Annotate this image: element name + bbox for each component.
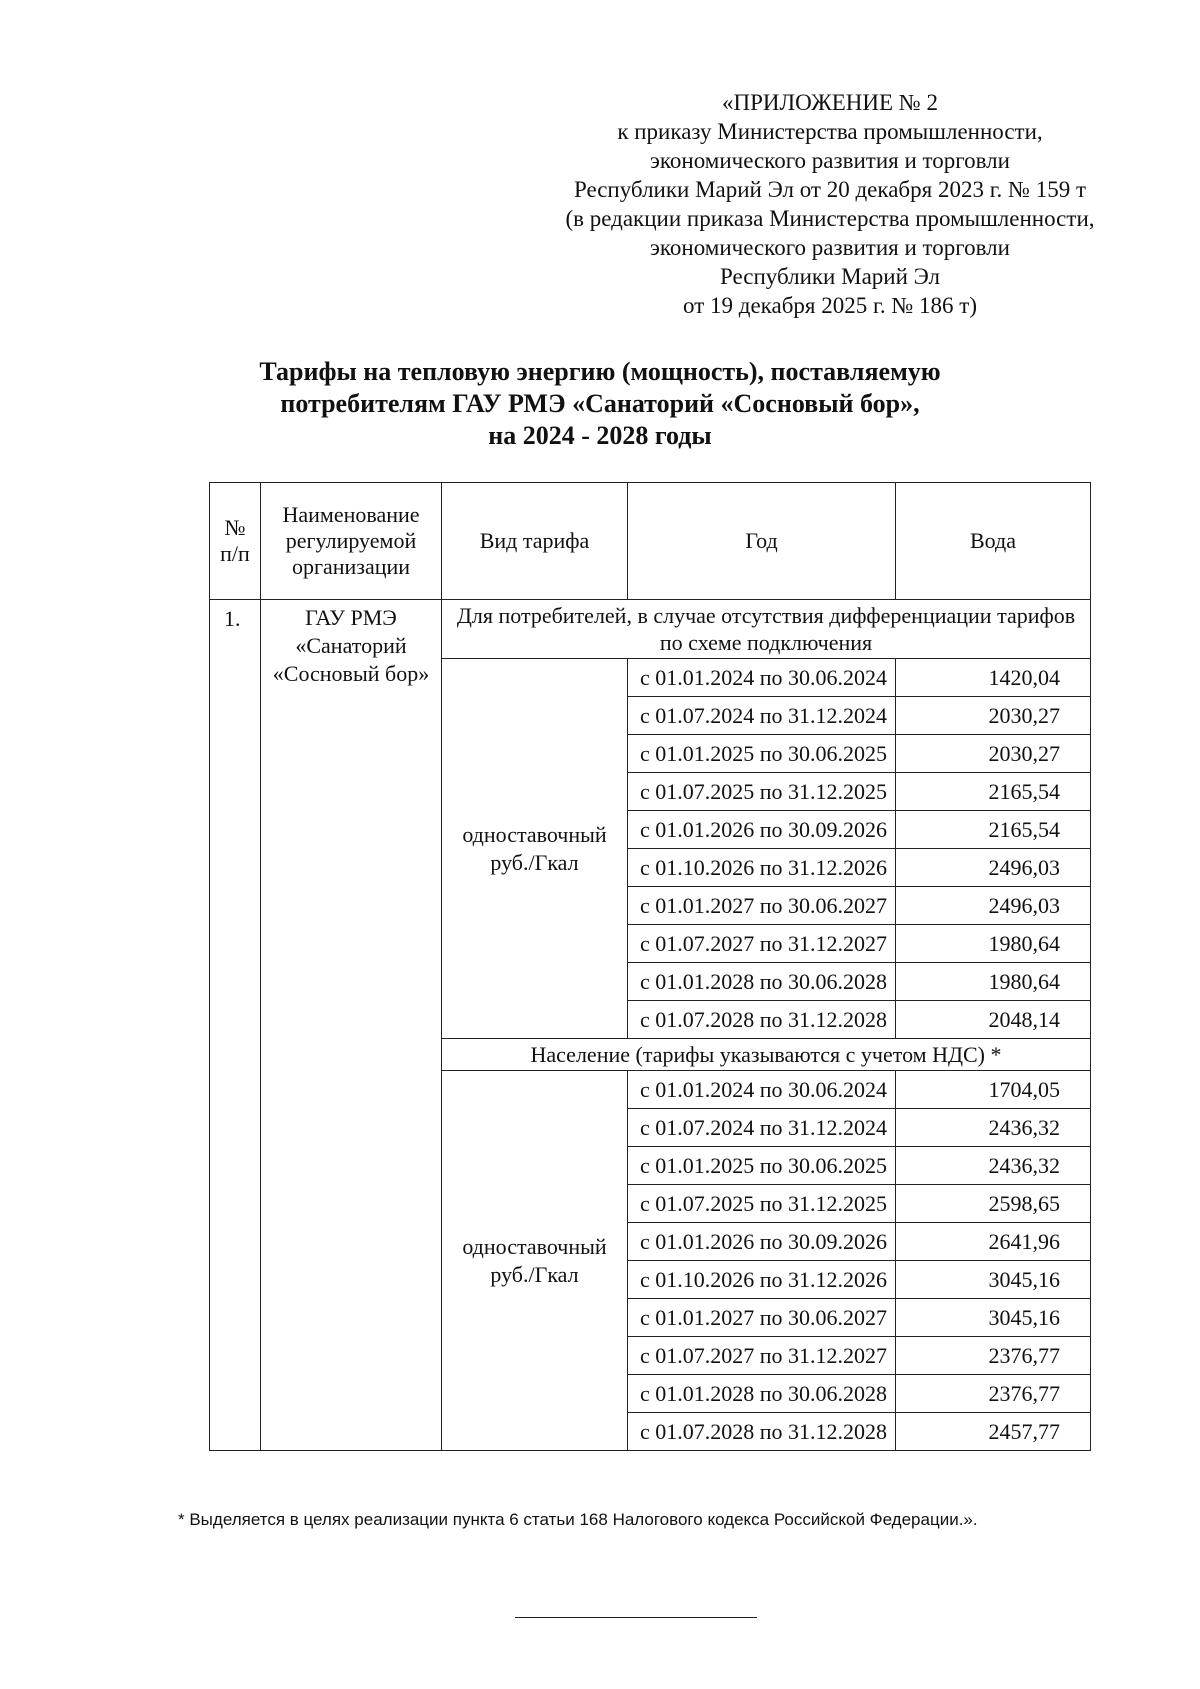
- appendix-line: к приказу Министерства промышленности,: [617, 119, 1043, 144]
- period-cell: с 01.10.2026 по 31.12.2026: [628, 1261, 896, 1299]
- water-value-cell: 3045,16: [896, 1261, 1091, 1299]
- tariff-kind: [442, 659, 628, 1039]
- organization-name: [261, 600, 442, 1451]
- tariff-kind-line: одноставочный: [462, 1233, 607, 1259]
- period-cell: с 01.07.2028 по 31.12.2028: [628, 1001, 896, 1039]
- period-cell: с 01.01.2028 по 30.06.2028: [628, 1375, 896, 1413]
- header-num: [210, 483, 261, 600]
- appendix-header: [500, 88, 1160, 320]
- water-value-cell: 2436,32: [896, 1147, 1091, 1185]
- appendix-line: (в редакции приказа Министерства промышленности,: [565, 206, 1095, 231]
- title-line: Тарифы на тепловую энергию (мощность), поставляемую: [259, 357, 941, 386]
- period-cell: с 01.01.2028 по 30.06.2028: [628, 963, 896, 1001]
- section-label-row: [210, 600, 1091, 659]
- appendix-line: экономического развития и торговли: [650, 148, 1010, 173]
- water-value-cell: 2598,65: [896, 1185, 1091, 1223]
- document-title: [150, 356, 1050, 452]
- period-cell: с 01.07.2027 по 31.12.2027: [628, 1337, 896, 1375]
- appendix-line: экономического развития и торговли: [650, 235, 1010, 260]
- water-value-cell: 1420,04: [896, 659, 1091, 697]
- water-value-cell: 3045,16: [896, 1299, 1091, 1337]
- organization-name-line: «Санаторий: [295, 633, 407, 658]
- period-cell: с 01.07.2027 по 31.12.2027: [628, 925, 896, 963]
- water-value-cell: 2048,14: [896, 1001, 1091, 1039]
- period-cell: с 01.01.2026 по 30.09.2026: [628, 1223, 896, 1261]
- water-value-cell: 2436,32: [896, 1109, 1091, 1147]
- tariff-table: [209, 482, 1091, 1451]
- period-cell: с 01.10.2026 по 31.12.2026: [628, 849, 896, 887]
- water-value-cell: 1980,64: [896, 925, 1091, 963]
- water-value-cell: 2496,03: [896, 887, 1091, 925]
- organization-name-line: «Сосновый бор»: [272, 661, 430, 686]
- water-value-cell: 1704,05: [896, 1071, 1091, 1109]
- tariff-table-body: [210, 483, 1091, 1451]
- header-water: Вода: [896, 483, 1091, 600]
- header-num-symbol: №: [224, 515, 246, 540]
- appendix-line: «ПРИЛОЖЕНИЕ № 2: [721, 90, 939, 115]
- tariff-unit-line: руб./Гкал: [490, 1261, 579, 1287]
- period-cell: с 01.01.2024 по 30.06.2024: [628, 1071, 896, 1109]
- closing-rule: [515, 1617, 757, 1618]
- period-cell: с 01.01.2025 по 30.06.2025: [628, 1147, 896, 1185]
- header-org: Наименование регулируемой организации: [261, 483, 442, 600]
- period-cell: с 01.07.2028 по 31.12.2028: [628, 1413, 896, 1451]
- title-line: потребителям ГАУ РМЭ «Санаторий «Сосновый бор»,: [280, 389, 920, 418]
- period-cell: с 01.01.2027 по 30.06.2027: [628, 1299, 896, 1337]
- water-value-cell: 2030,27: [896, 697, 1091, 735]
- table-header-row: [210, 483, 1091, 600]
- period-cell: с 01.07.2025 по 31.12.2025: [628, 773, 896, 811]
- header-year: Год: [628, 483, 896, 600]
- header-num-abbrev: п/п: [220, 541, 250, 566]
- water-value-cell: 2165,54: [896, 811, 1091, 849]
- period-cell: с 01.01.2027 по 30.06.2027: [628, 887, 896, 925]
- water-value-cell: 2376,77: [896, 1337, 1091, 1375]
- period-cell: с 01.07.2024 по 31.12.2024: [628, 697, 896, 735]
- water-value-cell: 1980,64: [896, 963, 1091, 1001]
- period-cell: с 01.01.2026 по 30.09.2026: [628, 811, 896, 849]
- appendix-line: Республики Марий Эл: [719, 264, 941, 289]
- water-value-cell: 2030,27: [896, 735, 1091, 773]
- period-cell: с 01.01.2024 по 30.06.2024: [628, 659, 896, 697]
- row-number: 1.: [210, 600, 261, 1451]
- tariff-unit-line: руб./Гкал: [490, 849, 579, 875]
- appendix-line: Республики Марий Эл от 20 декабря 2023 г. № 159 т: [573, 177, 1087, 202]
- tariff-kind: [442, 1071, 628, 1451]
- period-cell: с 01.07.2024 по 31.12.2024: [628, 1109, 896, 1147]
- water-value-cell: 2496,03: [896, 849, 1091, 887]
- appendix-line: от 19 декабря 2025 г. № 186 т): [683, 293, 977, 318]
- water-value-cell: 2457,77: [896, 1413, 1091, 1451]
- tariff-kind-line: одноставочный: [462, 821, 607, 847]
- header-kind: Вид тарифа: [442, 483, 628, 600]
- water-value-cell: 2376,77: [896, 1375, 1091, 1413]
- water-value-cell: 2165,54: [896, 773, 1091, 811]
- organization-name-line: ГАУ РМЭ: [305, 605, 397, 630]
- section-label: Для потребителей, в случае отсутствия дифференциации тарифов по схеме подключения: [442, 600, 1091, 659]
- water-value-cell: 2641,96: [896, 1223, 1091, 1261]
- period-cell: с 01.01.2025 по 30.06.2025: [628, 735, 896, 773]
- section-label: Население (тарифы указываются с учетом НДС) *: [442, 1039, 1091, 1071]
- title-line: на 2024 - 2028 годы: [488, 421, 712, 450]
- footnote: * Выделяется в целях реализации пункта 6 статьи 168 Налогового кодекса Российской Федерации.».: [178, 1510, 978, 1529]
- period-cell: с 01.07.2025 по 31.12.2025: [628, 1185, 896, 1223]
